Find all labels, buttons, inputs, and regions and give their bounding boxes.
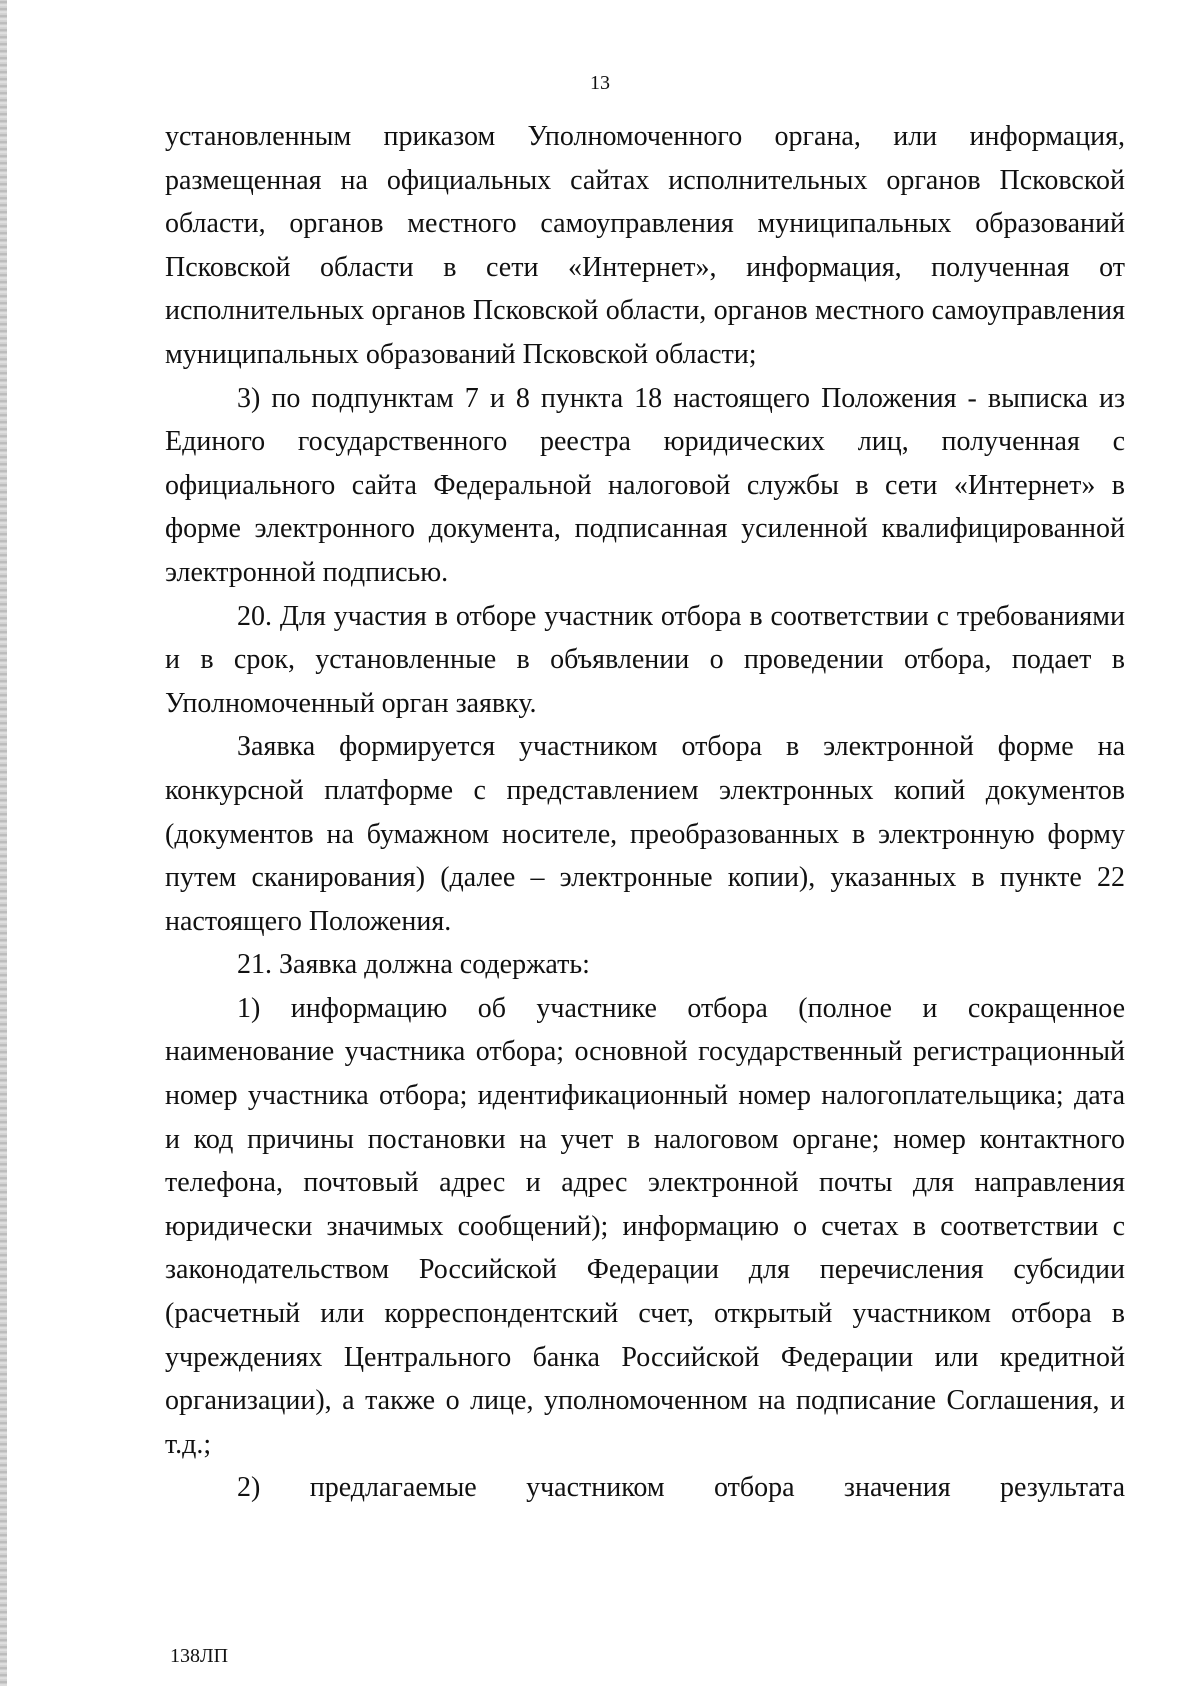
scan-left-edge bbox=[0, 0, 7, 1686]
paragraph-item-21: 21. Заявка должна содержать: bbox=[237, 949, 590, 981]
paragraph-application-format: Заявка формируется участником отбора в электронной форме на конкурсной платформе с представлением электронных копий документов (документов на бумажном носителе, преобразованных в электронную форму путем сканирования) (далее – электронные копии), указанных в пункте 22 настоящего Положения. bbox=[165, 731, 1125, 937]
page-number: 13 bbox=[590, 72, 610, 94]
paragraph-subitem-2: 2) предлагаемые участником отбора значения результата bbox=[237, 1472, 1125, 1504]
paragraph-subitem-1: 1) информацию об участнике отбора (полное и сокращенное наименование участника отбора; основной государственный регистрационный номер участника отбора; идентификационный номер налогоплательщика; дата и код причины постановки на учет в налоговом органе; номер контактного телефона, почтовый адрес и адрес электронной почты для направления юридически значимых сообщений); информацию о счетах в соответствии с законодательством Российской Федерации для перечисления субсидии (расчетный или корреспондентский счет, открытый участником отбора в учреждениях Центрального банка Российской Федерации или кредитной организации), а также о лице, уполномоченном на подписание Соглашения, и т.д.; bbox=[165, 992, 1125, 1460]
paragraph-subitem-3: 3) по подпунктам 7 и 8 пункта 18 настоящего Положения - выписка из Единого государственного реестра юридических лиц, полученная с официального сайта Федеральной налоговой службы в сети «Интернет» в форме электронного документа, подписанная усиленной квалифицированной электронной подписью. bbox=[165, 382, 1125, 588]
document-body bbox=[165, 115, 1125, 1510]
paragraph-item-20: 20. Для участия в отборе участник отбора в соответствии с требованиями и в срок, установленные в объявлении о проведении отбора, подает в Уполномоченный орган заявку. bbox=[165, 600, 1125, 719]
paragraph-continuation: установленным приказом Уполномоченного органа, или информация, размещенная на официальных сайтах исполнительных органов Псковской области, органов местного самоуправления муниципальных образований Псковской области в сети «Интернет», информация, полученная от исполнительных органов Псковской области, органов местного самоуправления муниципальных образований Псковской области; bbox=[165, 121, 1125, 370]
document-code: 138ЛП bbox=[170, 1645, 229, 1667]
